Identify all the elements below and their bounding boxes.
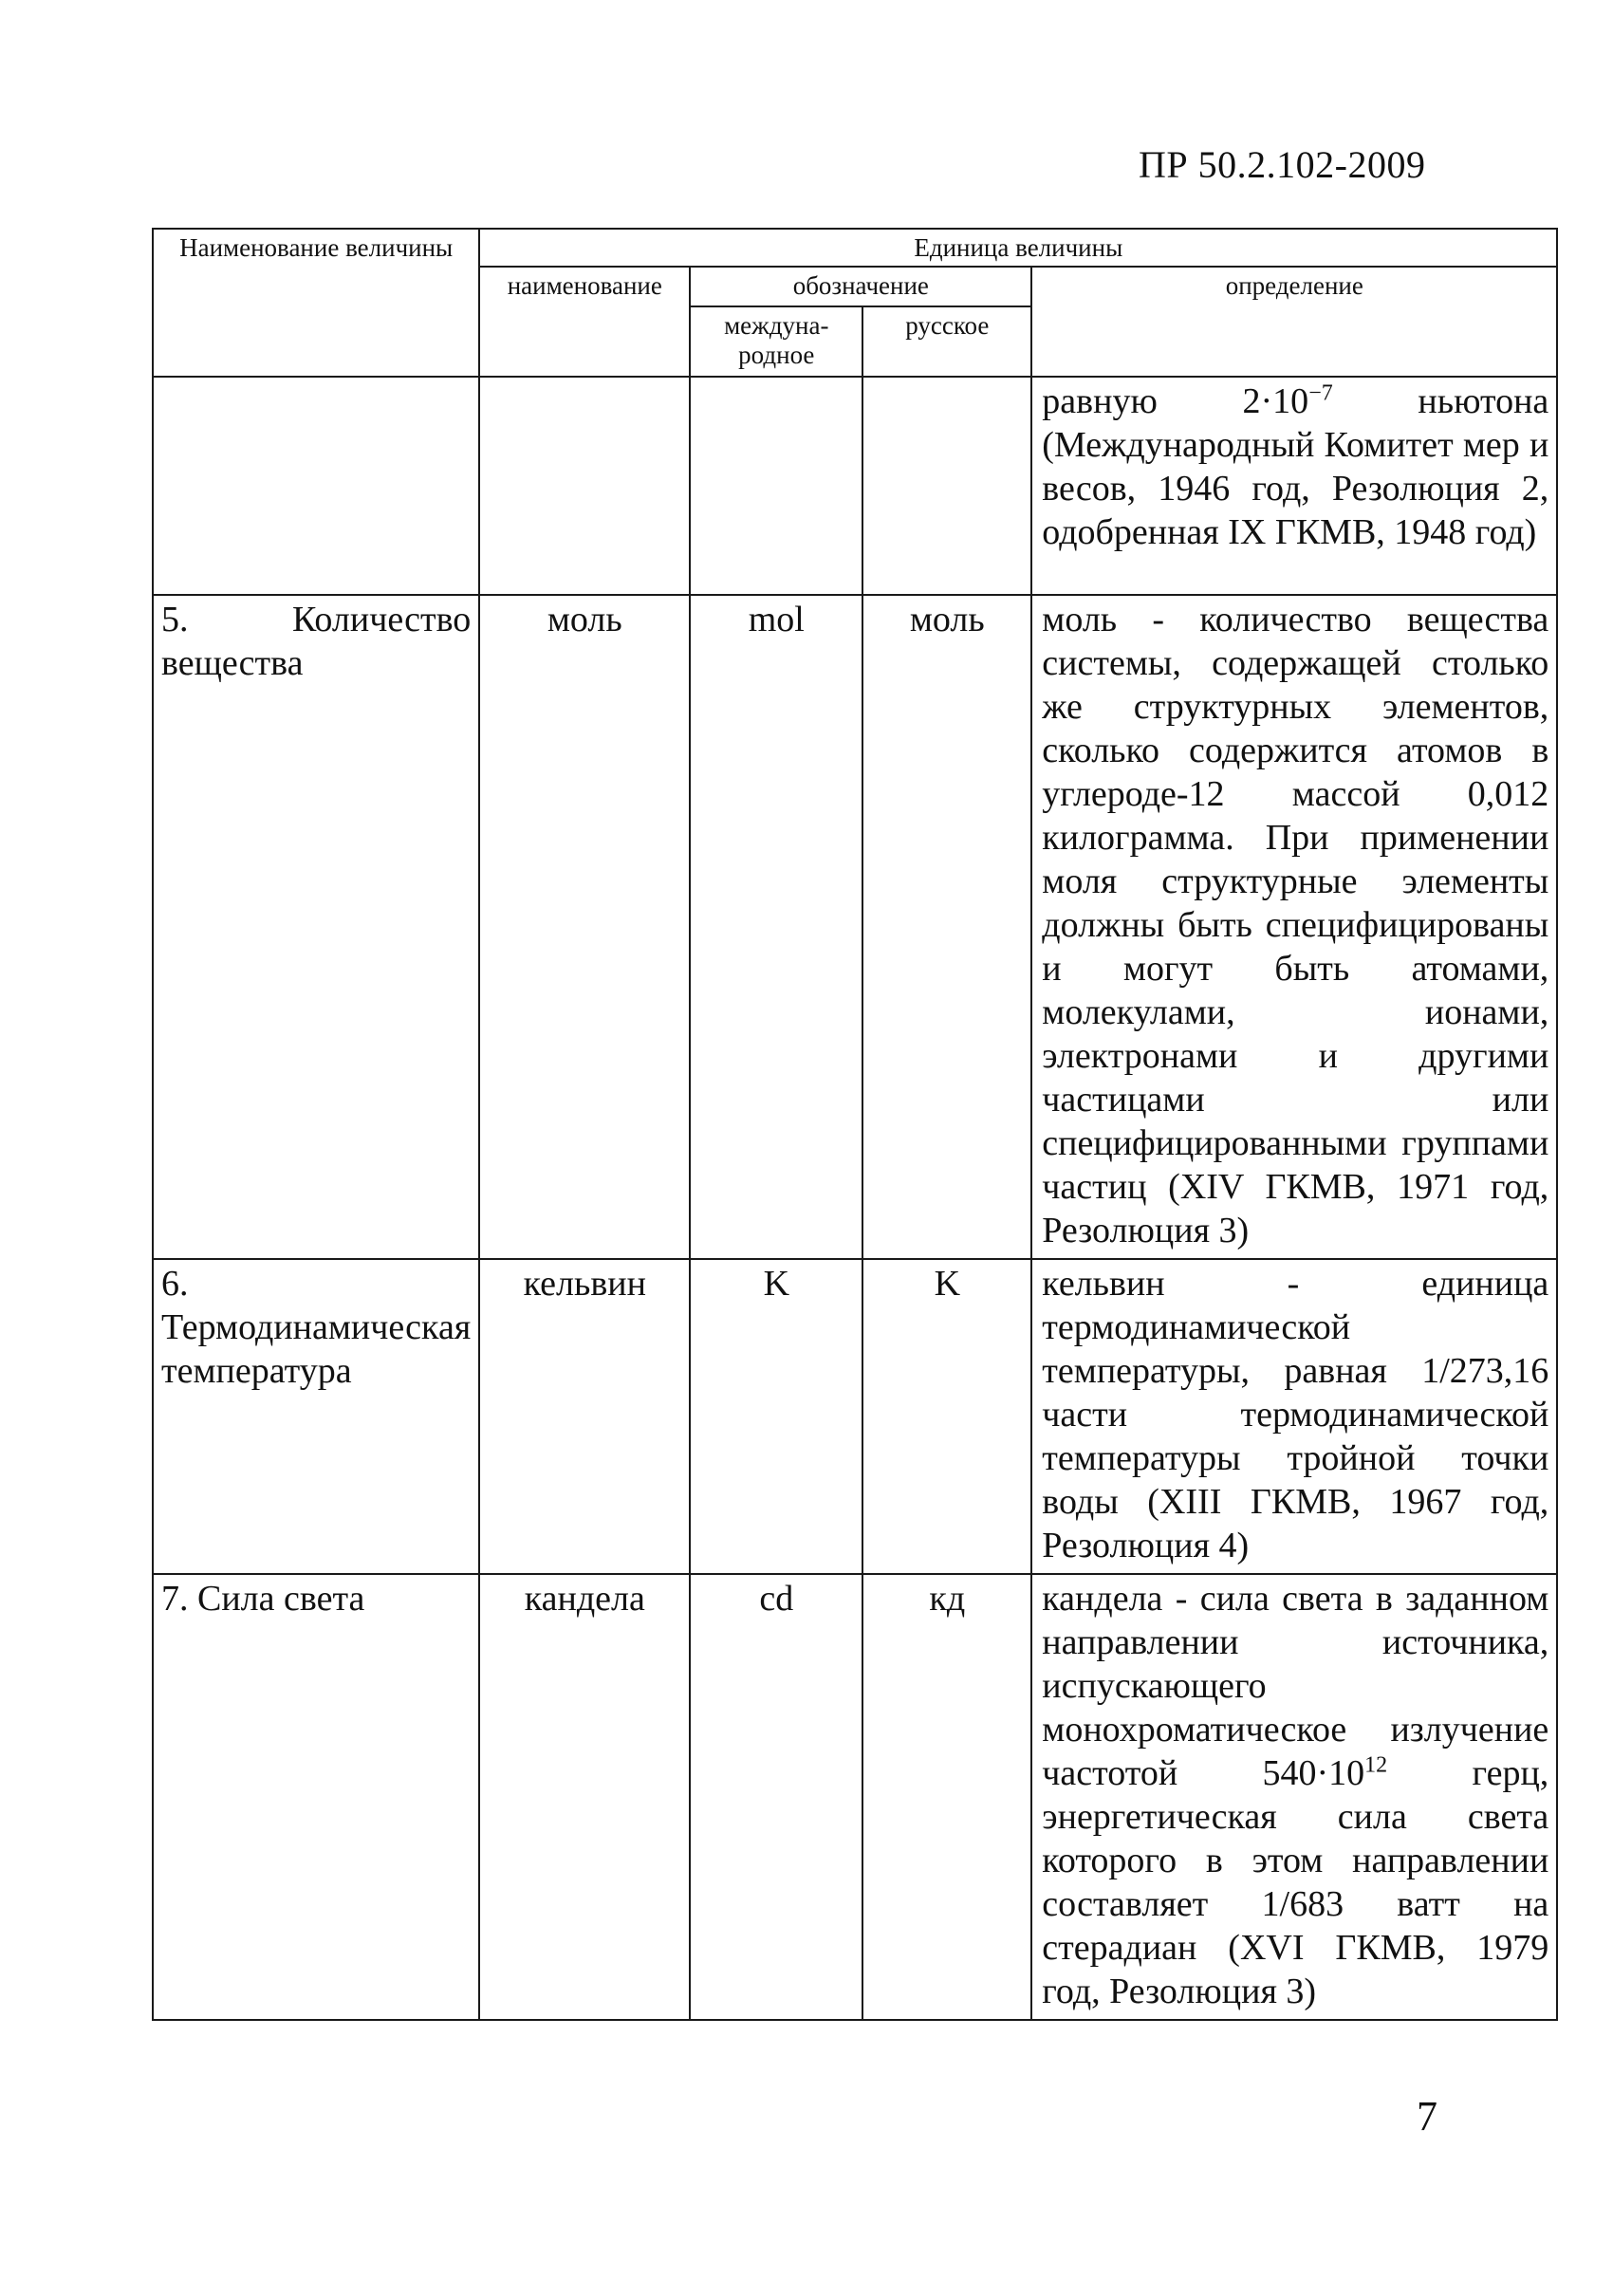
cell-unit-name: кандела [479,1574,690,2020]
cell-definition: моль - количество вещества системы, содержащей столько же структурных элементов, сколько содержится атомов в углероде-12 массой 0,012 килограмма. При применении моля структурные элементы должны быть специфицированы и могут быть атомами, молекулами, ионами, электронами и другими частицами или специфицированными группами частиц (XIV ГКМВ, 1971 год, Резолюция 3) [1031,595,1557,1259]
header-russian: русское [862,306,1031,377]
header-unit-name: наименование [479,267,690,377]
cell-intl-symbol: mol [690,595,862,1259]
cell-rus-symbol: K [862,1259,1031,1574]
cell-intl-symbol: K [690,1259,862,1574]
page-number: 7 [1417,2093,1437,2139]
table-row [153,595,1557,1259]
cell-empty [153,377,479,595]
document-code: ПР 50.2.102-2009 [1139,143,1426,186]
units-table [152,228,1558,2021]
cell-rus-symbol: кд [862,1574,1031,2020]
header-unit: Единица величины [479,229,1557,267]
cell-quantity: 6. Термодинамическая температура [153,1259,479,1574]
cell-definition: кандела - сила света в заданном направлении источника, испускающего монохроматическое излучение частотой $540\cdot 10^{12}$ герц, энергетическая сила света которого в этом направлении составляет 1/683 ватт на стерадиан (XVI ГКМВ, 1979 год, Резолюция 3) [1031,1574,1557,2020]
cell-rus-symbol: моль [862,595,1031,1259]
header-quantity-name: Наименование величины [153,229,479,377]
table-row-continuation [153,377,1557,595]
table-header [153,229,1557,377]
table-row [153,1574,1557,2020]
cell-definition-continuation: равную $2\cdot 10^{-7}$ ньютона (Международный Комитет мер и весов, 1946 год, Резолюция 2, одобренная IX ГКМВ, 1948 год) [1031,377,1557,595]
cell-intl-symbol: cd [690,1574,862,2020]
header-designation: обозначение [690,267,1031,306]
cell-unit-name: моль [479,595,690,1259]
cell-quantity: 5. Количество вещества [153,595,479,1259]
cell-definition: кельвин - единица термодинамической температуры, равная 1/273,16 части термодинамической температуры тройной точки воды (XIII ГКМВ, 1967 год, Резолюция 4) [1031,1259,1557,1574]
cell-empty [690,377,862,595]
header-international: междуна-родное [690,306,862,377]
cell-quantity: 7. Сила света [153,1574,479,2020]
header-definition: определение [1031,267,1557,377]
cell-empty [862,377,1031,595]
table-row [153,1259,1557,1574]
cell-unit-name: кельвин [479,1259,690,1574]
cell-empty [479,377,690,595]
